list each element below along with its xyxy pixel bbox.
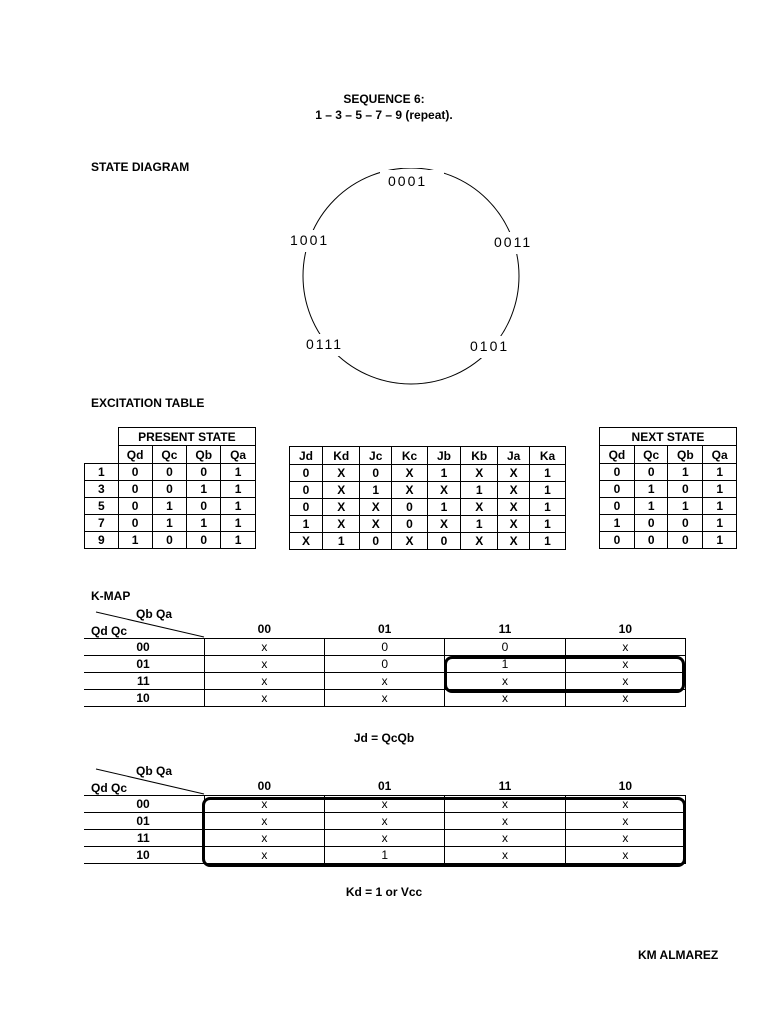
kmap-row-header: 00 — [84, 796, 204, 813]
next-cell: 1 — [634, 481, 668, 498]
present-cell: 0 — [152, 481, 187, 498]
next-state-table — [599, 427, 737, 549]
kmap-cell: x — [565, 639, 685, 656]
kmap-corner — [84, 620, 204, 639]
input-cell: 1 — [290, 516, 323, 533]
input-cell: X — [323, 482, 360, 499]
present-cell: 1 — [221, 464, 256, 481]
kmap-label: K-MAP — [91, 589, 131, 603]
input-cell: X — [461, 465, 498, 482]
author-name: KM ALMAREZ — [638, 948, 719, 962]
present-cell: 0 — [152, 464, 187, 481]
next-col-header: Qc — [634, 446, 668, 464]
present-cell: 0 — [118, 498, 152, 515]
present-state-header: PRESENT STATE — [118, 428, 255, 446]
kmap-cell: 1 — [445, 656, 565, 673]
kmap-cell: 0 — [325, 639, 445, 656]
table-row — [290, 482, 566, 499]
kmap-cell: x — [565, 813, 685, 830]
next-cell: 1 — [634, 498, 668, 515]
next-cell: 1 — [703, 481, 737, 498]
input-cell: 1 — [529, 482, 565, 499]
kmap1-row-var: Qd Qc — [91, 624, 128, 638]
input-cell: X — [392, 465, 428, 482]
kmap2-group-ring — [202, 797, 686, 867]
input-cell: 1 — [323, 533, 360, 550]
kmap-row-header: 11 — [84, 830, 204, 847]
input-cell: 0 — [290, 499, 323, 516]
table-row — [85, 498, 256, 515]
input-cell: X — [498, 499, 530, 516]
input-cell: 0 — [290, 482, 323, 499]
next-cell: 0 — [600, 481, 635, 498]
present-cell: 1 — [187, 515, 221, 532]
sequence-subtitle: 1 – 3 – 5 – 7 – 9 (repeat). — [315, 108, 453, 122]
present-cell: 0 — [152, 532, 187, 549]
input-cell: X — [323, 499, 360, 516]
present-col-header: Qb — [187, 446, 221, 464]
input-col-header: Kb — [461, 447, 498, 465]
input-col-header: Kd — [323, 447, 360, 465]
kmap-cell: x — [325, 813, 445, 830]
present-cell: 1 — [221, 532, 256, 549]
input-cell: X — [427, 516, 460, 533]
input-col-header: Jb — [427, 447, 460, 465]
next-cell: 1 — [668, 464, 703, 481]
next-col-header: Qb — [668, 446, 703, 464]
input-cell: X — [461, 499, 498, 516]
kmap-col-header: 10 — [565, 777, 685, 796]
input-cell: X — [427, 482, 460, 499]
kmap-cell: 0 — [325, 656, 445, 673]
input-cell: 1 — [529, 465, 565, 482]
kmap2-col-var: Qb Qa — [136, 764, 173, 778]
kmap-cell: x — [445, 847, 565, 864]
kmap-cell: x — [204, 847, 324, 864]
present-cell: 1 — [152, 515, 187, 532]
input-cell: X — [461, 533, 498, 550]
table-row — [290, 465, 566, 482]
kmap-header-row — [84, 777, 686, 796]
state-0011: 0011 — [494, 234, 533, 250]
input-cell: 1 — [427, 465, 460, 482]
next-col-header: Qd — [600, 446, 635, 464]
kmap-col-header: 01 — [325, 620, 445, 639]
next-state-header: NEXT STATE — [600, 428, 737, 446]
next-col-header: Qa — [703, 446, 737, 464]
present-cell: 1 — [118, 532, 152, 549]
next-cell: 0 — [600, 464, 635, 481]
present-cell: 0 — [118, 481, 152, 498]
kmap-cell: x — [325, 690, 445, 707]
kmap-cell: x — [204, 690, 324, 707]
input-col-header: Ka — [529, 447, 565, 465]
table-row — [290, 516, 566, 533]
kmap-col-header: 00 — [204, 777, 324, 796]
kmap-row — [84, 639, 686, 656]
kmap-row-header: 00 — [84, 639, 204, 656]
next-cell: 0 — [668, 532, 703, 549]
kmap-cell: x — [204, 673, 324, 690]
kmap-cell: x — [325, 830, 445, 847]
state-number: 3 — [85, 481, 119, 498]
kmap2-expression: Kd = 1 or Vcc — [345, 885, 423, 899]
next-cell: 1 — [668, 498, 703, 515]
input-cell: X — [360, 499, 392, 516]
table-row — [85, 481, 256, 498]
kmap-col-header: 11 — [445, 777, 565, 796]
kmap2-row-var: Qd Qc — [91, 781, 128, 795]
kmap-cell: x — [204, 813, 324, 830]
next-cell: 0 — [634, 515, 668, 532]
kmap-row-header: 01 — [84, 656, 204, 673]
state-0001: 0001 — [388, 173, 428, 189]
input-cell: X — [290, 533, 323, 550]
kmap-col-header: 00 — [204, 620, 324, 639]
input-cell: 0 — [360, 465, 392, 482]
kmap-row-header: 10 — [84, 847, 204, 864]
input-cell: X — [498, 533, 530, 550]
kmap1-col-var: Qb Qa — [136, 607, 173, 621]
present-cell: 1 — [152, 498, 187, 515]
excitation-table-label: EXCITATION TABLE — [91, 396, 205, 410]
table-row — [85, 515, 256, 532]
present-col-header: Qc — [152, 446, 187, 464]
state-number: 9 — [85, 532, 119, 549]
input-cell: X — [360, 516, 392, 533]
kmap-cell: x — [445, 796, 565, 813]
present-state-table — [84, 427, 256, 549]
present-cell: 1 — [187, 481, 221, 498]
next-cell: 1 — [703, 498, 737, 515]
kmap-cell: x — [445, 690, 565, 707]
present-cell: 0 — [118, 515, 152, 532]
present-cell: 1 — [221, 515, 256, 532]
present-cell: 1 — [221, 498, 256, 515]
kmap-col-header: 11 — [445, 620, 565, 639]
input-col-header: Jc — [360, 447, 392, 465]
input-cell: 1 — [529, 516, 565, 533]
table-row — [85, 532, 256, 549]
input-cell: 1 — [461, 482, 498, 499]
kmap-cell: x — [565, 673, 685, 690]
present-cell: 1 — [221, 481, 256, 498]
kmap-cell: x — [204, 796, 324, 813]
table-row — [600, 481, 737, 498]
next-cell: 1 — [703, 464, 737, 481]
next-cell: 0 — [668, 515, 703, 532]
table-row — [85, 464, 256, 481]
state-diagram — [280, 168, 540, 388]
input-cell: X — [392, 482, 428, 499]
next-cell: 1 — [703, 515, 737, 532]
next-cell: 1 — [703, 532, 737, 549]
input-cell: 1 — [529, 499, 565, 516]
kmap-header-row — [84, 620, 686, 639]
state-1001: 1001 — [290, 232, 330, 248]
present-cell: 0 — [187, 464, 221, 481]
next-cell: 0 — [600, 532, 635, 549]
state-diagram-label: STATE DIAGRAM — [91, 160, 190, 174]
kmap-cell: x — [445, 813, 565, 830]
kmap-cell: x — [565, 796, 685, 813]
next-cell: 0 — [634, 464, 668, 481]
input-cell: 0 — [360, 533, 392, 550]
flipflop-inputs-table — [289, 446, 566, 550]
kmap-row-header: 01 — [84, 813, 204, 830]
next-cell: 0 — [600, 498, 635, 515]
next-cell: 0 — [634, 532, 668, 549]
next-cell: 1 — [600, 515, 635, 532]
input-cell: X — [323, 516, 360, 533]
state-0101: 0101 — [470, 338, 510, 354]
table-row — [600, 515, 737, 532]
kmap-cell: x — [565, 847, 685, 864]
input-col-header: Jd — [290, 447, 323, 465]
kmap-cell: x — [565, 690, 685, 707]
table-row — [600, 532, 737, 549]
page-title: SEQUENCE 6: — [343, 92, 425, 106]
table-row — [600, 464, 737, 481]
input-cell: 0 — [392, 499, 428, 516]
table-row — [290, 533, 566, 550]
input-cell: X — [498, 516, 530, 533]
kmap1-group-ring — [444, 656, 685, 693]
state-number: 1 — [85, 464, 119, 481]
kmap-cell: x — [204, 830, 324, 847]
input-cell: X — [323, 465, 360, 482]
state-0111: 0111 — [306, 336, 344, 352]
kmap-col-header: 10 — [565, 620, 685, 639]
kmap-cell: 1 — [325, 847, 445, 864]
input-cell: 0 — [290, 465, 323, 482]
state-number: 5 — [85, 498, 119, 515]
kmap-cell: x — [325, 796, 445, 813]
kmap-cell: x — [325, 673, 445, 690]
state-number: 7 — [85, 515, 119, 532]
input-col-header: Ja — [498, 447, 530, 465]
kmap-cell: x — [565, 656, 685, 673]
input-cell: X — [498, 482, 530, 499]
table-row — [290, 499, 566, 516]
kmap-cell: 0 — [445, 639, 565, 656]
present-col-header: Qa — [221, 446, 256, 464]
input-cell: 1 — [529, 533, 565, 550]
input-col-header: Kc — [392, 447, 428, 465]
table-row — [600, 498, 737, 515]
kmap-col-header: 01 — [325, 777, 445, 796]
kmap-cell: x — [445, 673, 565, 690]
present-col-header: Qd — [118, 446, 152, 464]
kmap-row-header: 10 — [84, 690, 204, 707]
next-cell: 0 — [668, 481, 703, 498]
input-cell: 1 — [461, 516, 498, 533]
kmap-cell: x — [204, 639, 324, 656]
kmap-cell: x — [445, 830, 565, 847]
input-cell: 0 — [427, 533, 460, 550]
kmap-cell: x — [565, 830, 685, 847]
present-cell: 0 — [187, 498, 221, 515]
input-cell: 0 — [392, 516, 428, 533]
input-cell: X — [392, 533, 428, 550]
kmap-row-header: 11 — [84, 673, 204, 690]
kmap1-expression: Jd = QcQb — [353, 731, 415, 745]
present-cell: 0 — [118, 464, 152, 481]
present-cell: 0 — [187, 532, 221, 549]
input-cell: X — [498, 465, 530, 482]
input-cell: 1 — [360, 482, 392, 499]
input-cell: 1 — [427, 499, 460, 516]
kmap-cell: x — [204, 656, 324, 673]
kmap-corner — [84, 777, 204, 796]
